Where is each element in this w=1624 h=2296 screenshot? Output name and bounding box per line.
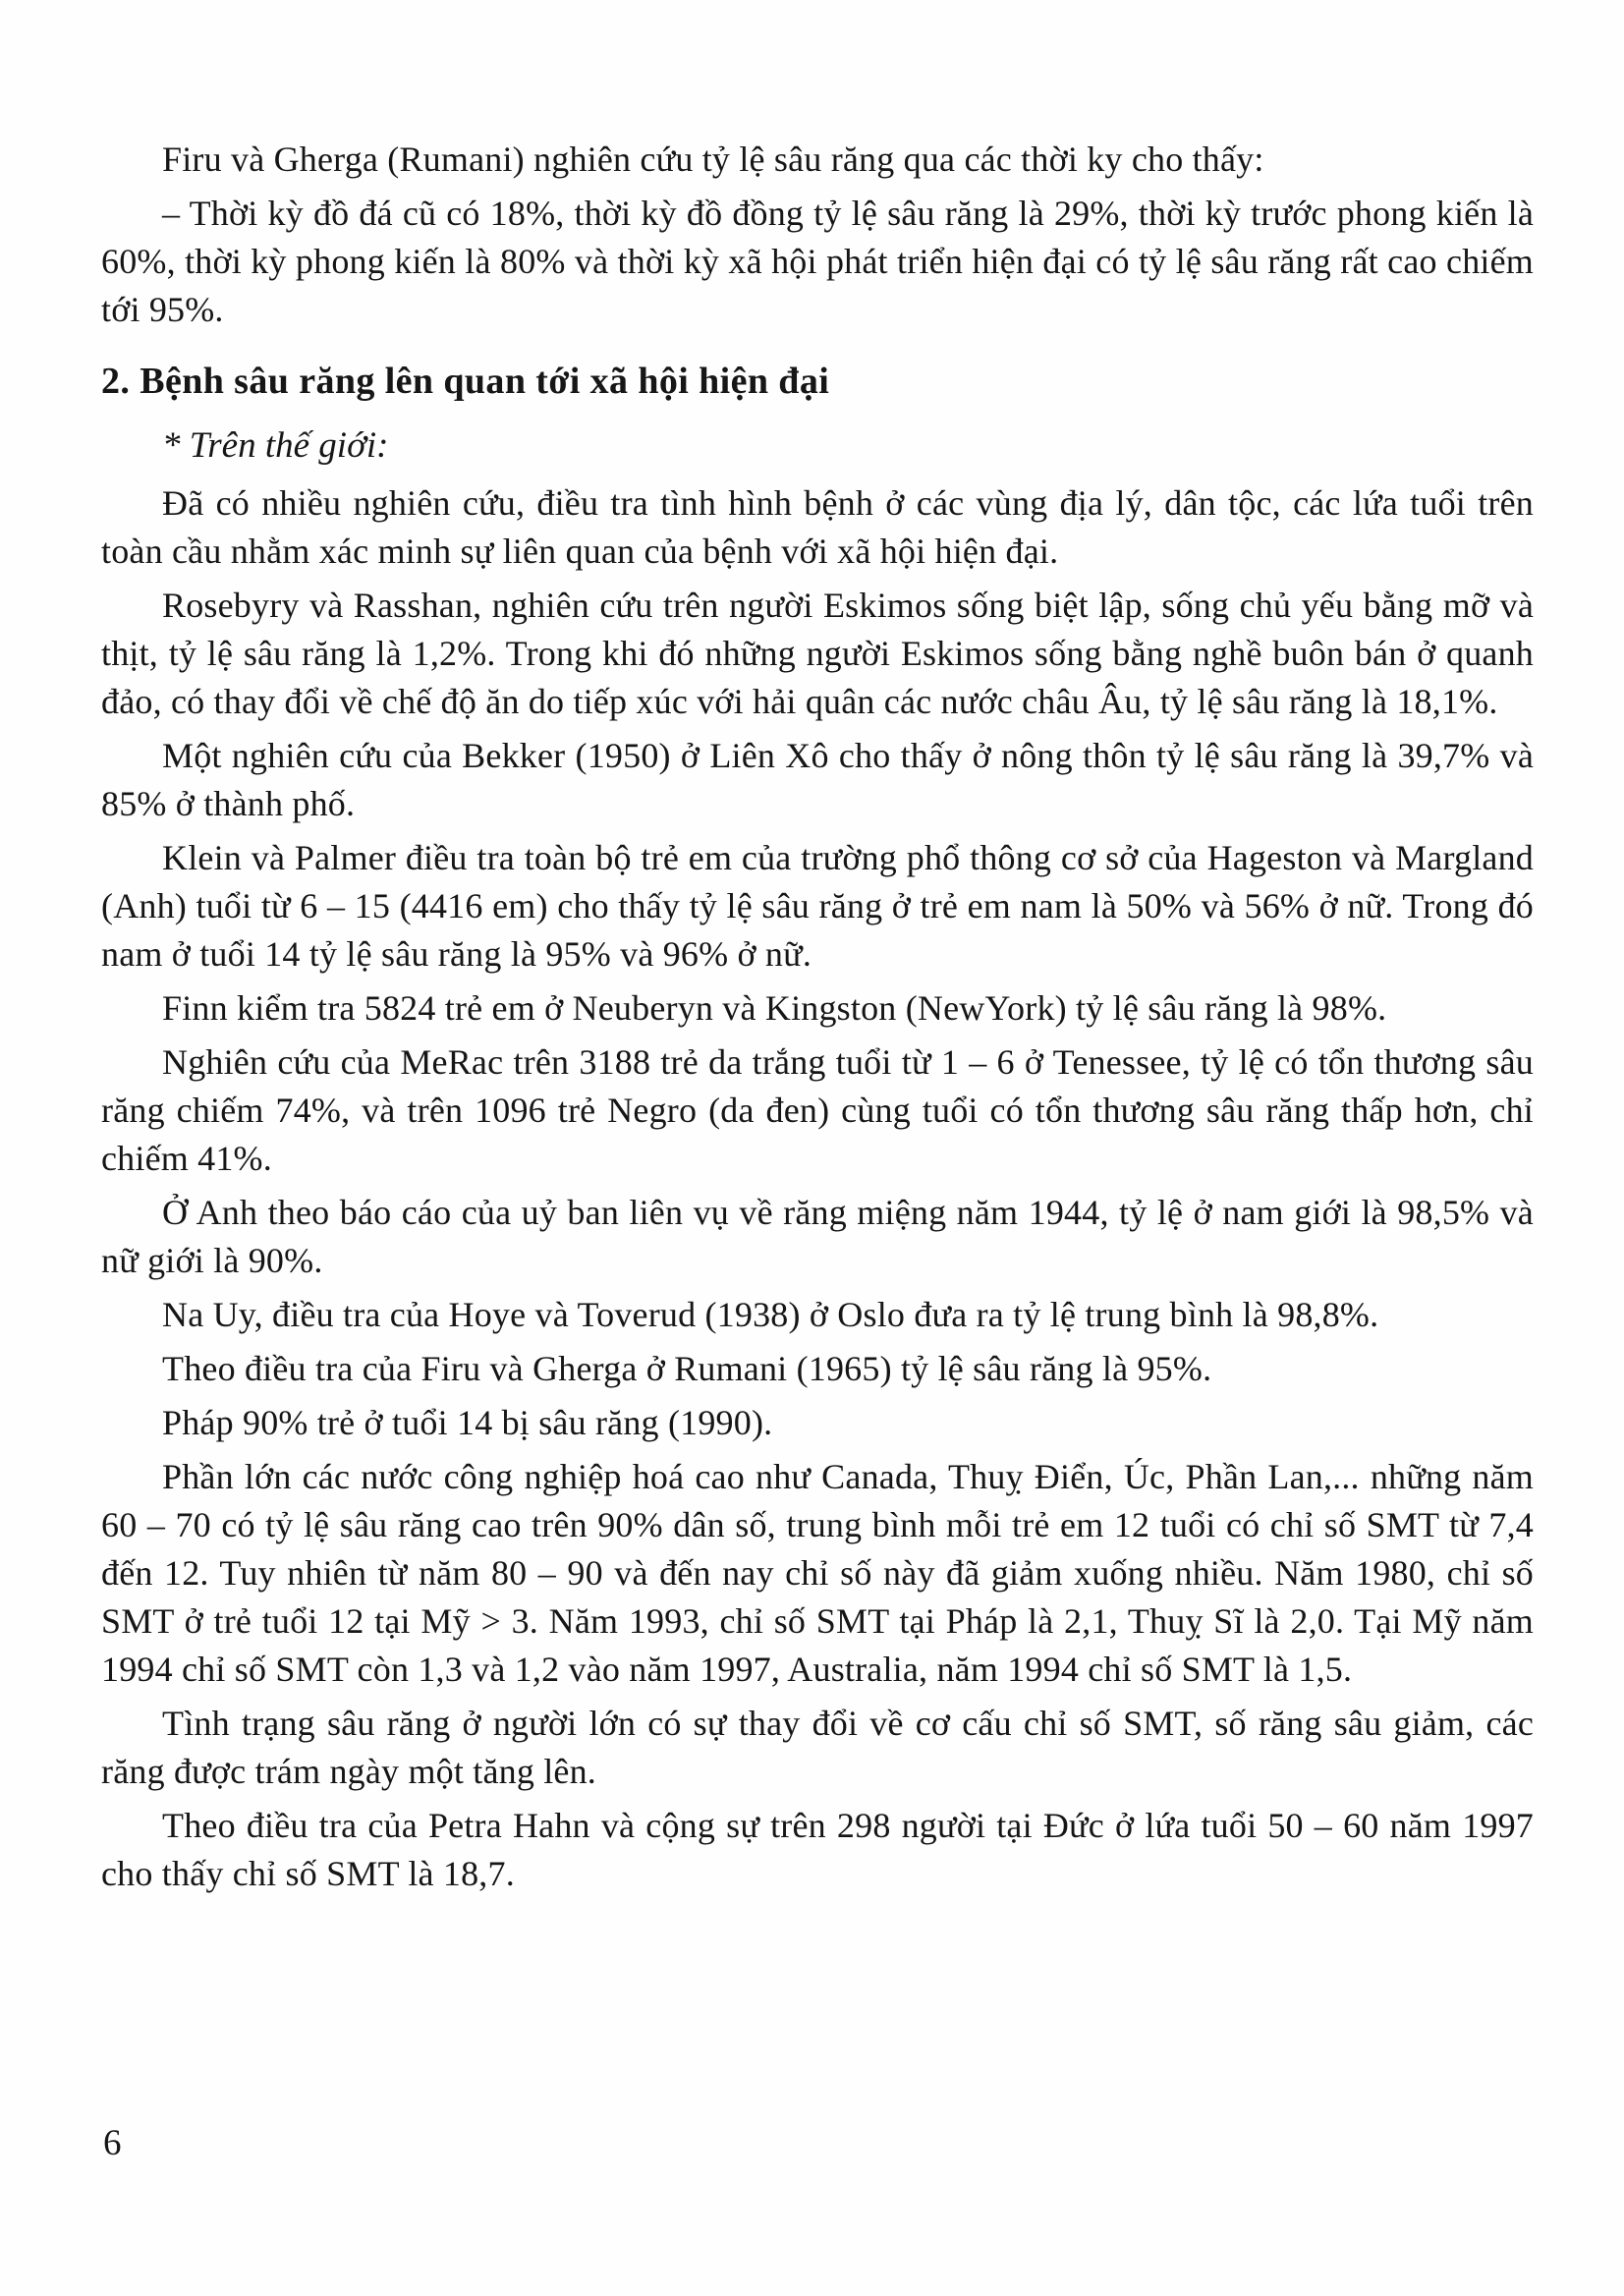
paragraph-england-1944: Ở Anh theo báo cáo của uỷ ban liên vụ về răng miệng năm 1944, tỷ lệ ở nam giới là 98,5% và nữ giới là 90%.: [101, 1193, 1534, 1280]
paragraph-global-studies: Đã có nhiều nghiên cứu, điều tra tình hình bệnh ở các vùng địa lý, dân tộc, các lứa tuổi trên toàn cầu nhằm xác minh sự liên quan của bệnh với xã hội hiện đại.: [101, 483, 1534, 571]
paragraph-norway-oslo: Na Uy, điều tra của Hoye và Toverud (1938) ở Oslo đưa ra tỷ lệ trung bình là 98,8%.: [162, 1295, 1379, 1334]
subsection-label-world: * Trên thế giới:: [162, 425, 389, 466]
section-heading: 2. Bệnh sâu răng lên quan tới xã hội hiện đại: [101, 361, 830, 402]
paragraph-historic-periods: – Thời kỳ đồ đá cũ có 18%, thời kỳ đồ đồng tỷ lệ sâu răng là 29%, thời kỳ trước phong kiến là 60%, thời kỳ phong kiến là 80% và thời kỳ xã hội phát triển hiện đại có tỷ lệ sâu răng rất cao chiếm tới 95%.: [101, 194, 1534, 329]
paragraph-klein-palmer: Klein và Palmer điều tra toàn bộ trẻ em của trường phổ thông cơ sở của Hageston và Margland (Anh) tuổi từ 6 – 15 (4416 em) cho thấy tỷ lệ sâu răng ở trẻ em nam là 50% và 56% ở nữ. Trong đó nam ở tuổi 14 tỷ lệ sâu răng là 95% và 96% ở nữ.: [101, 838, 1534, 974]
paragraph-petra-hahn-germany: Theo điều tra của Petra Hahn và cộng sự trên 298 người tại Đức ở lứa tuổi 50 – 60 năm 1997 cho thấy chỉ số SMT là 18,7.: [101, 1806, 1534, 1893]
paragraph-merac-tenessee: Nghiên cứu của MeRac trên 3188 trẻ da trắng tuổi từ 1 – 6 ở Tenessee, tỷ lệ có tổn thương sâu răng chiếm 74%, và trên 1096 trẻ Negro (da đen) cùng tuổi có tổn thương sâu răng thấp hơn, chỉ chiếm 41%.: [101, 1042, 1534, 1178]
paragraph-adult-caries: Tình trạng sâu răng ở người lớn có sự thay đổi về cơ cấu chỉ số SMT, số răng sâu giảm, các răng được trám ngày một tăng lên.: [101, 1704, 1534, 1791]
paragraph-industrial-countries-smt: Phần lớn các nước công nghiệp hoá cao như Canada, Thuỵ Điển, Úc, Phần Lan,... những năm 60 – 70 có tỷ lệ sâu răng cao trên 90% dân số, trung bình mỗi trẻ em 12 tuổi có chỉ số SMT từ 7,4 đến 12. Tuy nhiên từ năm 80 – 90 và đến nay chỉ số này đã giảm xuống nhiều. Năm 1980, chỉ số SMT ở trẻ tuổi 12 tại Mỹ > 3. Năm 1993, chỉ số SMT tại Pháp là 2,1, Thuỵ Sĩ là 2,0. Tại Mỹ năm 1994 chỉ số SMT còn 1,3 và 1,2 vào năm 1997, Australia, năm 1994 chỉ số SMT là 1,5.: [101, 1457, 1534, 1689]
page-number: 6: [103, 2123, 122, 2163]
paragraph-bekker-ussr: Một nghiên cứu của Bekker (1950) ở Liên Xô cho thấy ở nông thôn tỷ lệ sâu răng là 39,7% và 85% ở thành phố.: [101, 736, 1534, 823]
paragraph-rosebyry-eskimos: Rosebyry và Rasshan, nghiên cứu trên người Eskimos sống biệt lập, sống chủ yếu bằng mỡ và thịt, tỷ lệ sâu răng là 1,2%. Trong khi đó những người Eskimos sống bằng nghề buôn bán ở quanh đảo, có thay đổi về chế độ ăn do tiếp xúc với hải quân các nước châu Âu, tỷ lệ sâu răng là 18,1%.: [101, 586, 1534, 721]
paragraph-rumani-1965: Theo điều tra của Firu và Gherga ở Rumani (1965) tỷ lệ sâu răng là 95%.: [162, 1349, 1212, 1388]
text-block: [101, 136, 1534, 1904]
paragraph-finn-newyork: Finn kiểm tra 5824 trẻ em ở Neuberyn và Kingston (NewYork) tỷ lệ sâu răng là 98%.: [162, 988, 1387, 1028]
paragraph-firu-gherga-intro: Firu và Gherga (Rumani) nghiên cứu tỷ lệ sâu răng qua các thời ky cho thấy:: [162, 140, 1264, 179]
paragraph-france-1990: Pháp 90% trẻ ở tuổi 14 bị sâu răng (1990).: [162, 1403, 773, 1442]
